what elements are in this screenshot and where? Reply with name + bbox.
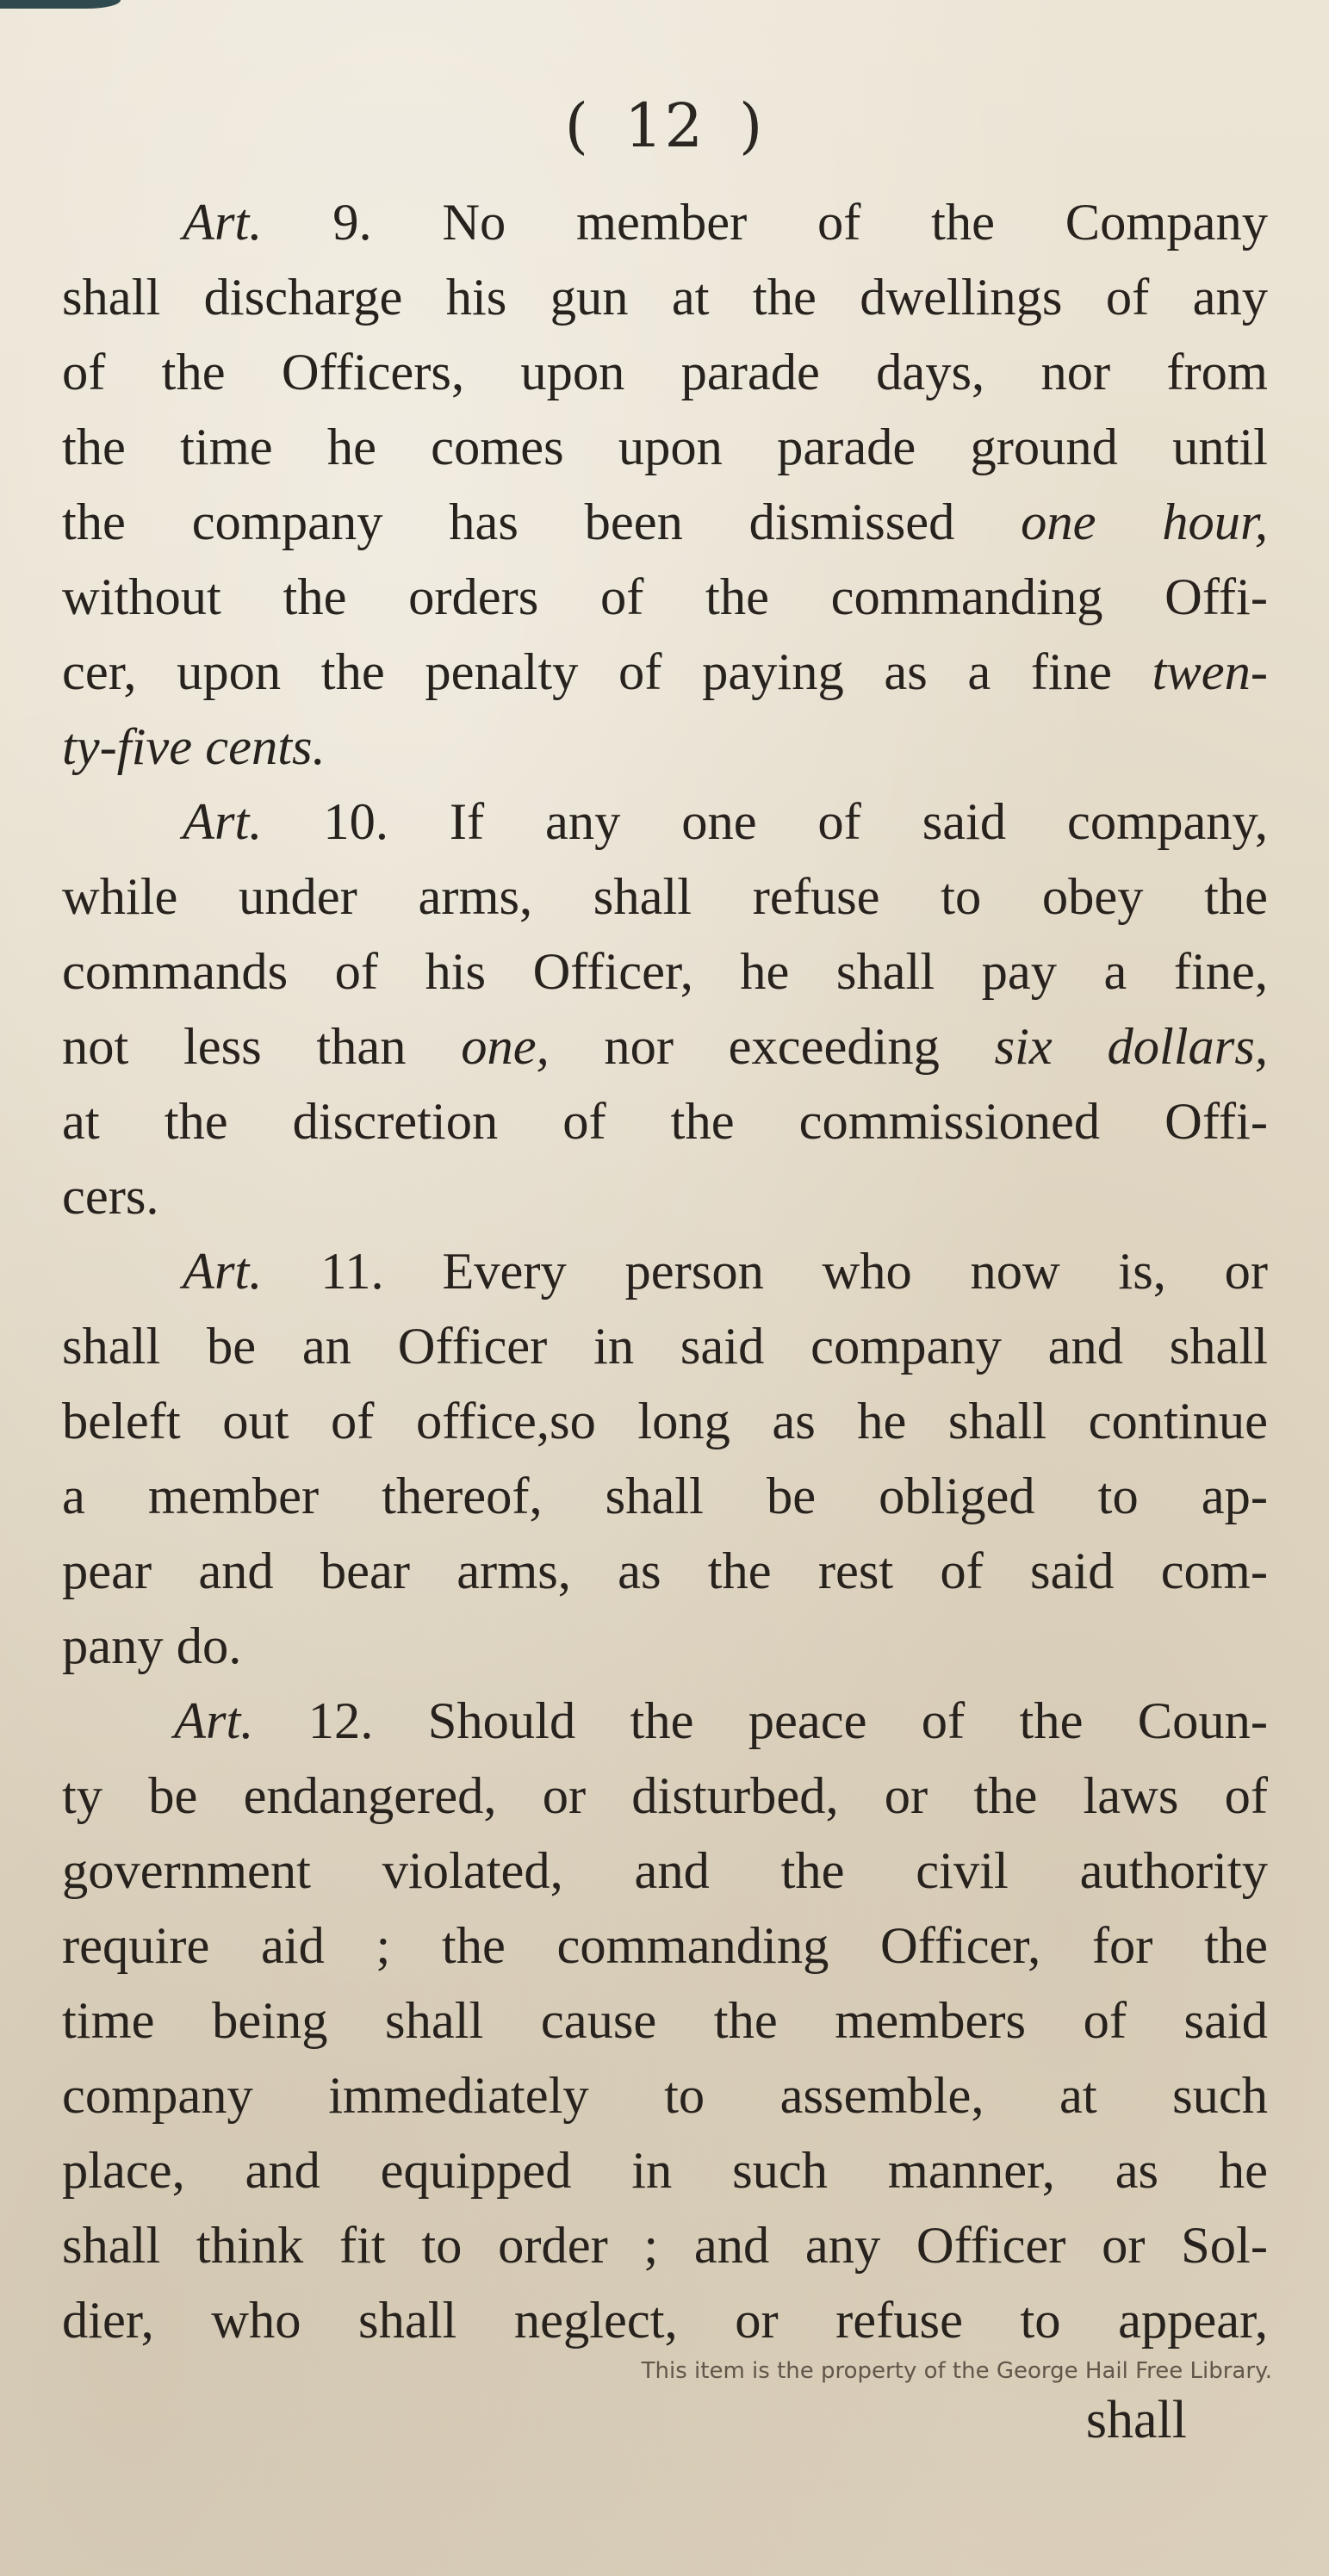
article-11-line-6: pany do.	[62, 1617, 242, 1675]
italic-fine-start: twen-	[1152, 643, 1268, 701]
italic-fine-end: ty-five cents.	[62, 718, 326, 776]
article-12-line-2: ty be endangered, or disturbed, or the laws of	[62, 1767, 1268, 1825]
article-9-line-7: cer, upon the penalty of paying as a fine twen-	[62, 643, 1268, 701]
article-10-line-1: Art. 10. If any one of said company,	[183, 793, 1268, 851]
article-12-number: 12.	[307, 1692, 374, 1750]
article-9-line-4: the time he comes upon parade ground until	[62, 419, 1268, 476]
article-9-line-6: without the orders of the commanding Offi-	[62, 568, 1268, 626]
article-11-line-3: beleft out of office,so long as he shall continue	[62, 1393, 1268, 1450]
article-10-number: 10.	[323, 793, 388, 851]
article-12-line-4: require aid ; the commanding Officer, for the	[62, 1917, 1268, 1975]
article-9-line-5: the company has been dismissed one hour,	[62, 493, 1268, 551]
binding-corner	[0, 0, 121, 9]
italic-one: one,	[461, 1018, 550, 1076]
page-number-close-paren: )	[739, 90, 765, 161]
page-number	[0, 90, 1329, 161]
article-11-number: 11.	[320, 1243, 384, 1300]
article-11-line-4: a member thereof, shall be obliged to ap-	[62, 1468, 1268, 1525]
document-body	[62, 185, 1268, 2358]
article-10-line-6: cers.	[62, 1168, 159, 1226]
article-12-line-9: dier, who shall neglect, or refuse to appear,	[62, 2292, 1268, 2349]
article-10-line-5: at the discretion of the commissioned Offi-	[62, 1093, 1268, 1151]
article-10-line-4: not less than one, nor exceeding six dollars,	[62, 1018, 1269, 1076]
article-12-line-8: shall think fit to order ; and any Officer or Sol-	[62, 2217, 1268, 2275]
article-12-label: Art.	[174, 1692, 254, 1750]
article-9-label: Art.	[183, 194, 263, 251]
catchword: shall	[1085, 2391, 1187, 2449]
library-watermark: This item is the property of the George Hail Free Library.	[641, 2358, 1272, 2384]
article-9-line-2: shall discharge his gun at the dwellings of any	[62, 269, 1268, 326]
italic-six-dollars: six dollars,	[994, 1018, 1269, 1076]
page-number-open-paren: (	[564, 90, 590, 161]
page-number-value: 12	[624, 90, 705, 161]
article-10-line-3: commands of his Officer, he shall pay a fine,	[62, 943, 1268, 1001]
italic-one-hour: one hour,	[1021, 493, 1268, 551]
article-12-line-1: Art. 12. Should the peace of the Coun-	[174, 1692, 1269, 1750]
article-10-line-2: while under arms, shall refuse to obey the	[62, 868, 1268, 926]
article-9-number: 9.	[332, 194, 372, 251]
article-9-line-3: of the Officers, upon parade days, nor from	[62, 344, 1268, 401]
article-12-line-6: company immediately to assemble, at such	[62, 2067, 1268, 2125]
article-9-line-1: Art. 9. No member of the Company	[183, 194, 1269, 251]
article-11-line-5: pear and bear arms, as the rest of said com-	[62, 1542, 1268, 1600]
article-11-line-2: shall be an Officer in said company and shall	[62, 1318, 1268, 1375]
article-12-line-3: government violated, and the civil authority	[62, 1842, 1268, 1900]
article-9-line-8	[62, 710, 1268, 785]
article-10-label: Art.	[183, 793, 263, 851]
article-12-line-7: place, and equipped in such manner, as he	[62, 2142, 1268, 2200]
article-12-line-5: time being shall cause the members of said	[62, 1992, 1268, 2050]
article-11-label: Art.	[183, 1243, 263, 1300]
article-11-line-1: Art. 11. Every person who now is, or	[183, 1243, 1269, 1300]
